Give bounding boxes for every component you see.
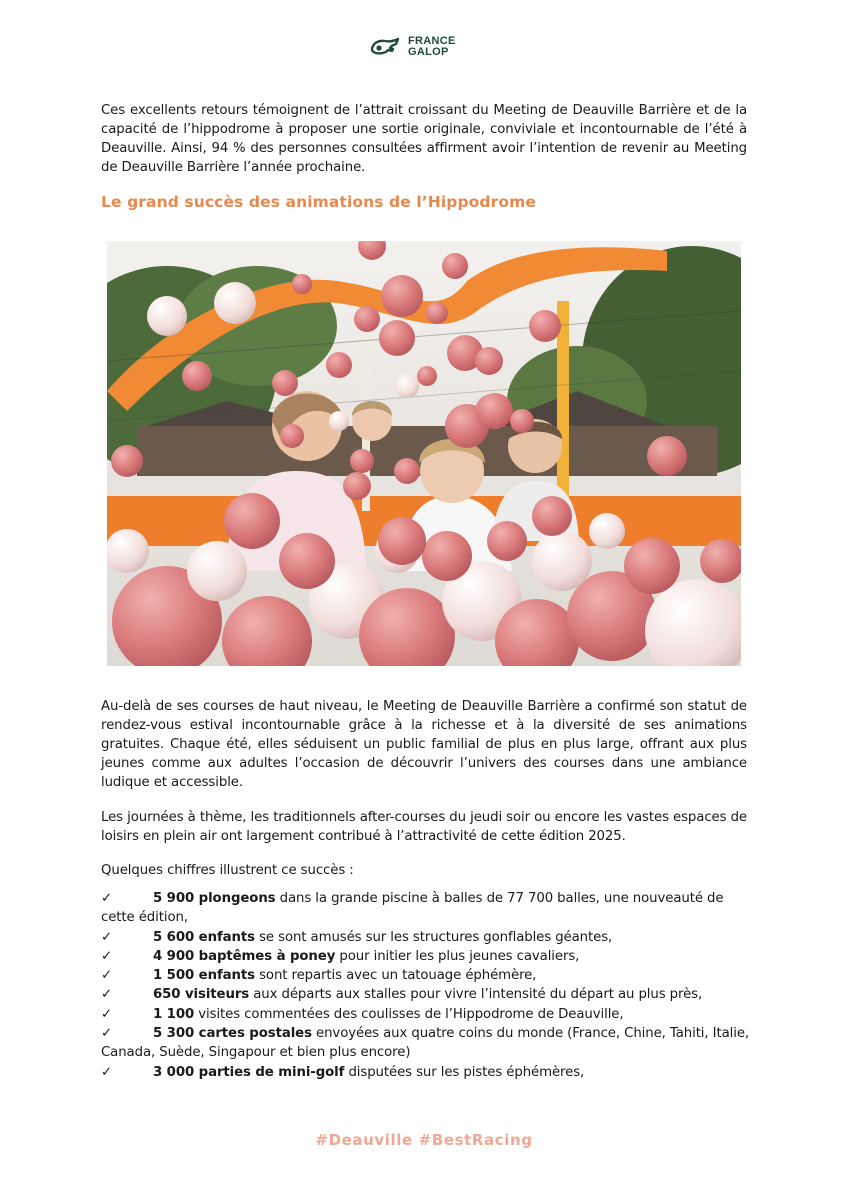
checkmark-icon: ✓ — [101, 1006, 113, 1022]
intro-paragraph: Ces excellents retours témoignent de l’attrait croissant du Meeting de Deauville Barrière et de la capacité de l’hippodrome à proposer une sortie originale, conviviale et incontournable de l’été à Deauville. Ainsi, 94 % des personnes consultées affirment avoir l’intention de revenir au Meeting de Deauville Barrière l’année prochaine. — [101, 103, 747, 175]
stat-highlight: 4 900 baptêmes à poney — [153, 948, 336, 964]
footer-hashtags: #Deauville #BestRacing — [315, 1131, 533, 1149]
body-paragraph-2: Les journées à thème, les traditionnels after-courses du jeudi soir ou encore les vastes espaces de loisirs en plein air ont largement contribué à l’attractivité de cette édition 2025. — [101, 810, 747, 844]
list-item — [101, 985, 751, 1004]
list-item — [101, 889, 751, 928]
list-item — [101, 1063, 751, 1082]
france-galop-logo — [368, 36, 456, 58]
section-title: Le grand succès des animations de l’Hippodrome — [101, 193, 536, 211]
stat-text: dans la grande piscine à balles de 77 700 balles, une nouveauté de cette édition, — [101, 891, 724, 926]
stat-highlight: 5 600 enfants — [153, 929, 255, 945]
checkmark-icon: ✓ — [101, 968, 113, 984]
stat-highlight: 1 100 — [153, 1006, 195, 1022]
list-item — [101, 966, 751, 985]
stat-text: visites commentées des coulisses de l’Hippodrome de Deauville, — [194, 1006, 624, 1022]
stats-intro: Quelques chiffres illustrent ce succès : — [101, 863, 354, 878]
checkmark-icon: ✓ — [101, 987, 113, 1003]
checkmark-icon: ✓ — [101, 948, 113, 964]
stats-list — [101, 889, 751, 1082]
stat-highlight: 5 300 cartes postales — [153, 1026, 312, 1042]
list-item — [101, 947, 751, 966]
ball-pit-photo — [107, 241, 741, 666]
stat-text: disputées sur les pistes éphémères, — [344, 1064, 585, 1080]
stat-highlight: 1 500 enfants — [153, 968, 255, 984]
list-item — [101, 1005, 751, 1024]
stat-text: envoyées aux quatre coins du monde (France, Chine, Tahiti, Italie, Canada, Suède, Singapour et bien plus encore) — [101, 1026, 750, 1061]
stat-text: pour initier les plus jeunes cavaliers, — [335, 948, 580, 964]
checkmark-icon: ✓ — [101, 1026, 113, 1042]
stat-text: se sont amusés sur les structures gonflables géantes, — [254, 929, 613, 945]
list-item — [101, 1024, 751, 1063]
logo-line-2: GALOP — [408, 46, 449, 58]
body-paragraph-1: Au-delà de ses courses de haut niveau, le Meeting de Deauville Barrière a confirmé son statut de rendez-vous estival incontournable grâce à la richesse et à la diversité de ses animations gratuites. Chaque été, elles séduisent un public familial de plus en plus large, offrant aux plus jeunes comme aux adultes l’occasion de découvrir l’univers des courses dans une ambiance ludique et accessible. — [101, 699, 747, 790]
stat-highlight: 3 000 parties de mini-golf — [153, 1064, 345, 1080]
horse-logo-icon — [368, 36, 402, 58]
list-item — [101, 928, 751, 947]
stat-text: sont repartis avec un tatouage éphémère, — [254, 968, 537, 984]
checkmark-icon: ✓ — [101, 891, 113, 906]
child-back — [352, 401, 392, 441]
ball-pit-illustration — [107, 241, 741, 666]
logo-text — [408, 36, 456, 58]
stat-text: aux départs aux stalles pour vivre l’intensité du départ au plus près, — [249, 987, 703, 1003]
stat-highlight: 5 900 plongeons — [153, 891, 276, 906]
checkmark-icon: ✓ — [101, 1064, 113, 1080]
logo-line-1: FRANCE — [408, 35, 456, 47]
stat-highlight: 650 visiteurs — [153, 987, 250, 1003]
checkmark-icon: ✓ — [101, 929, 113, 945]
